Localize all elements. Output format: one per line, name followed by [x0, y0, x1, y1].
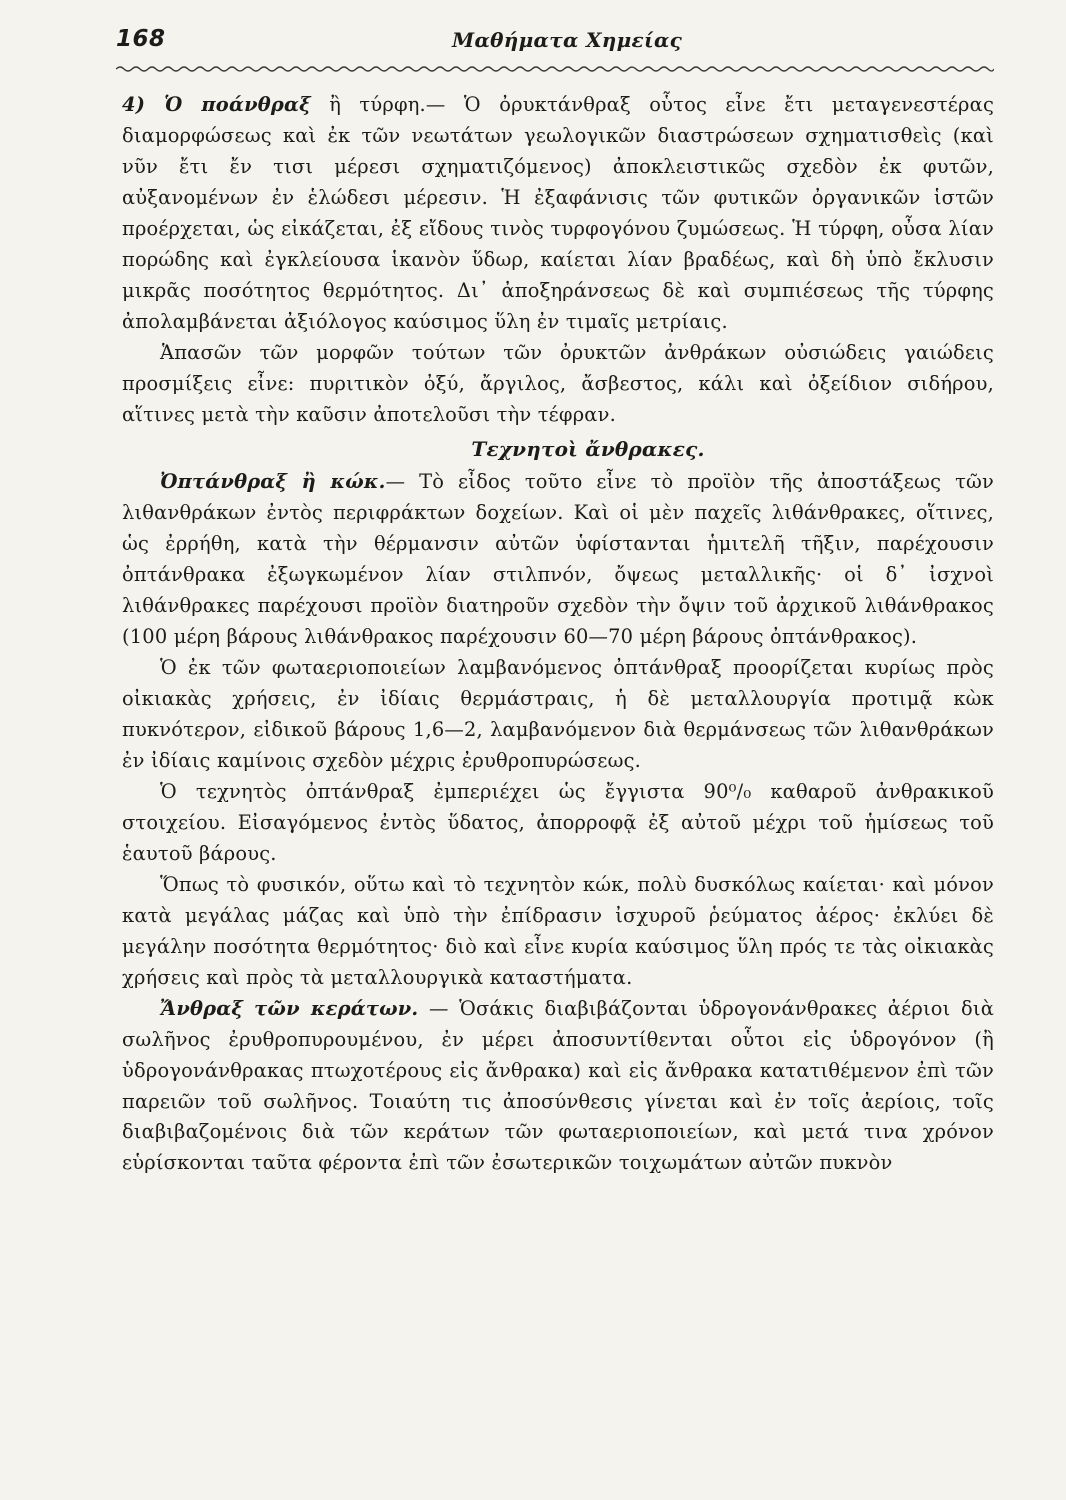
paragraph-impurities	[122, 338, 994, 431]
header-wavy-rule	[116, 64, 994, 74]
paragraph-text: Ἁπασῶν τῶν μορφῶν τούτων τῶν ὀρυκτῶν ἀνθράκων οὐσιώδεις γαιώδεις προσμίξεις εἶνε: πυριτικὸν ὀξύ, ἄργιλος, ἄσβεστος, κάλι καὶ ὀξείδιον σιδήρου, αἵτινες μετὰ τὴν καῦσιν ἀποτελοῦσι τὴν τέφραν.	[122, 340, 994, 426]
paragraph-text: Ὅπως τὸ φυσικόν, οὕτω καὶ τὸ τεχνητὸν κώκ, πολὺ δυσκόλως καίεται· καὶ μόνον κατὰ μεγάλας μάζας καὶ ὑπὸ τὴν ἐπίδρασιν ἰσχυροῦ ῥεύματος ἀέρος· ἐκλύει δὲ μεγάλην ποσότητα θερμότητος· διὸ καὶ εἶνε κυρία καύσιμος ὕλη πρός τε τὰς οἰκιακὰς χρήσεις καὶ πρὸς τὰ μεταλλουργικὰ καταστήματα.	[122, 872, 994, 989]
paragraph-lead: Ἄνθραξ τῶν κεράτων.	[160, 996, 419, 1020]
paragraph-peat	[122, 90, 994, 338]
paragraph-text: — Τὸ εἶδος τοῦτο εἶνε τὸ προϊὸν τῆς ἀποστάξεως τῶν λιθανθράκων ἐντὸς περιφράκτων δοχείων. Καὶ οἱ μὲν παχεῖς λιθάνθρακες, οἵτινες, ὡς ἐρρήθη, κατὰ τὴν θέρμανσιν αὐτῶν ὑφίστανται ἡμιτελῆ τῆξιν, παρέχουσιν ὀπτάνθρακα ἐξωγκωμένον λίαν στιλπνόν, ὄψεως μεταλλικῆς· οἱ δ᾿ ἰσχνοὶ λιθάνθρακες παρέχουσι προϊὸν διατηροῦν σχεδὸν τὴν ὄψιν τοῦ ἀρχικοῦ λιθάνθρακος (100 μέρη βάρους λιθάνθρακος παρέχουσιν 60—70 μέρη βάρους ὀπτάνθρακος).	[122, 470, 995, 649]
page-header	[116, 26, 994, 66]
paragraph-combustion	[122, 870, 994, 994]
paragraph-lead: Ὀπτάνθραξ ἢ κώκ.	[160, 470, 386, 494]
paragraph-carbon-content	[122, 777, 994, 870]
paragraph-text: Ὁ τεχνητὸς ὀπτάνθραξ ἐμπεριέχει ὡς ἔγγιστα 90⁰/₀ καθαροῦ ἀνθρακικοῦ στοιχείου. Εἰσαγόμενος ἐντὸς ὕδατος, ἀπορροφᾷ ἐξ αὐτοῦ μέχρι τοῦ ἡμίσεως τοῦ ἑαυτοῦ βάρους.	[122, 779, 994, 865]
page-number: 168	[116, 26, 166, 52]
running-title: Μαθήματα Χημείας	[452, 28, 683, 52]
body-text	[122, 90, 994, 1179]
paragraph-text: ἢ τύρφη.— Ὁ ὀρυκτάνθραξ οὗτος εἶνε ἔτι μεταγενεστέρας διαμορφώσεως καὶ ἐκ τῶν νεωτάτων γεωλογικῶν διαστρώσεων σχηματισθεὶς (καὶ νῦν ἔτι ἔν τισι μέρεσι σχηματιζόμενος) ἀποκλειστικῶς σχεδὸν ἐκ φυτῶν, αὐξανομένων ἐν ἑλώδεσι μέρεσιν. Ἡ ἐξαφάνισις τῶν φυτικῶν ὀργανικῶν ἱστῶν προέρχεται, ὡς εἰκάζεται, ἐξ εἴδους τινὸς τυρφογόνου ζυμώσεως. Ἡ τύρφη, οὖσα λίαν πορώδης καὶ ἐγκλείουσα ἱκανὸν ὕδωρ, καίεται λίαν βραδέως, καὶ δὴ ὑπὸ ἔκλυσιν μικρᾶς ποσότητος θερμότητος. Δι᾿ ἀποξηράνσεως δὲ καὶ συμπιέσεως τῆς τύρφης ἀπολαμβάνεται ἀξιόλογος καύσιμος ὕλη ἐν τιμαῖς μετρίαις.	[122, 93, 994, 333]
paragraph-lead: 4) Ὁ ποάνθραξ	[122, 93, 311, 116]
paragraph-coke	[122, 467, 994, 653]
paragraph-gasworks-coke	[122, 653, 994, 777]
paragraph-text: — Ὁσάκις διαβιβάζονται ὑδρογονάνθρακες ἀέριοι διὰ σωλῆνος ἐρυθροπυρουμένου, ἐν μέρει ἀποσυντίθενται οὗτοι εἰς ὑδρογόνον (ἢ ὑδρογονάνθρακας πτωχοτέρους εἰς ἄνθρακα) καὶ εἰς ἄνθρακα κατατιθέμενον ἐπὶ τῶν παρειῶν τοῦ σωλῆνος. Τοιαύτη τις ἀποσύνθεσις γίνεται καὶ ἐν τοῖς ἀερίοις, τοῖς διαβιβαζομένοις διὰ τῶν κεράτων τῶν φωταεριοποιείων, καὶ μετά τινα χρόνον εὑρίσκονται ταῦτα φέροντα ἐπὶ τῶν ἐσωτερικῶν τοιχωμάτων αὐτῶν πυκνὸν	[122, 996, 994, 1175]
paragraph-text: Ὁ ἐκ τῶν φωταεριοποιείων λαμβανόμενος ὀπτάνθραξ προορίζεται κυρίως πρὸς οἰκιακὰς χρήσεις, ἐν ἰδίαις θερμάστραις, ἡ δὲ μεταλλουργία προτιμᾷ κὼκ πυκνότερον, εἰδικοῦ βάρους 1,6—2, λαμβανόμενον διὰ θερμάνσεως τῶν λιθανθράκων ἐν ἰδίαις καμίνοις σχεδὸν μέχρις ἐρυθροπυρώσεως.	[122, 656, 994, 773]
section-heading: Τεχνητοὶ ἄνθρακες.	[471, 437, 705, 462]
paragraph-retort-carbon	[122, 994, 994, 1180]
